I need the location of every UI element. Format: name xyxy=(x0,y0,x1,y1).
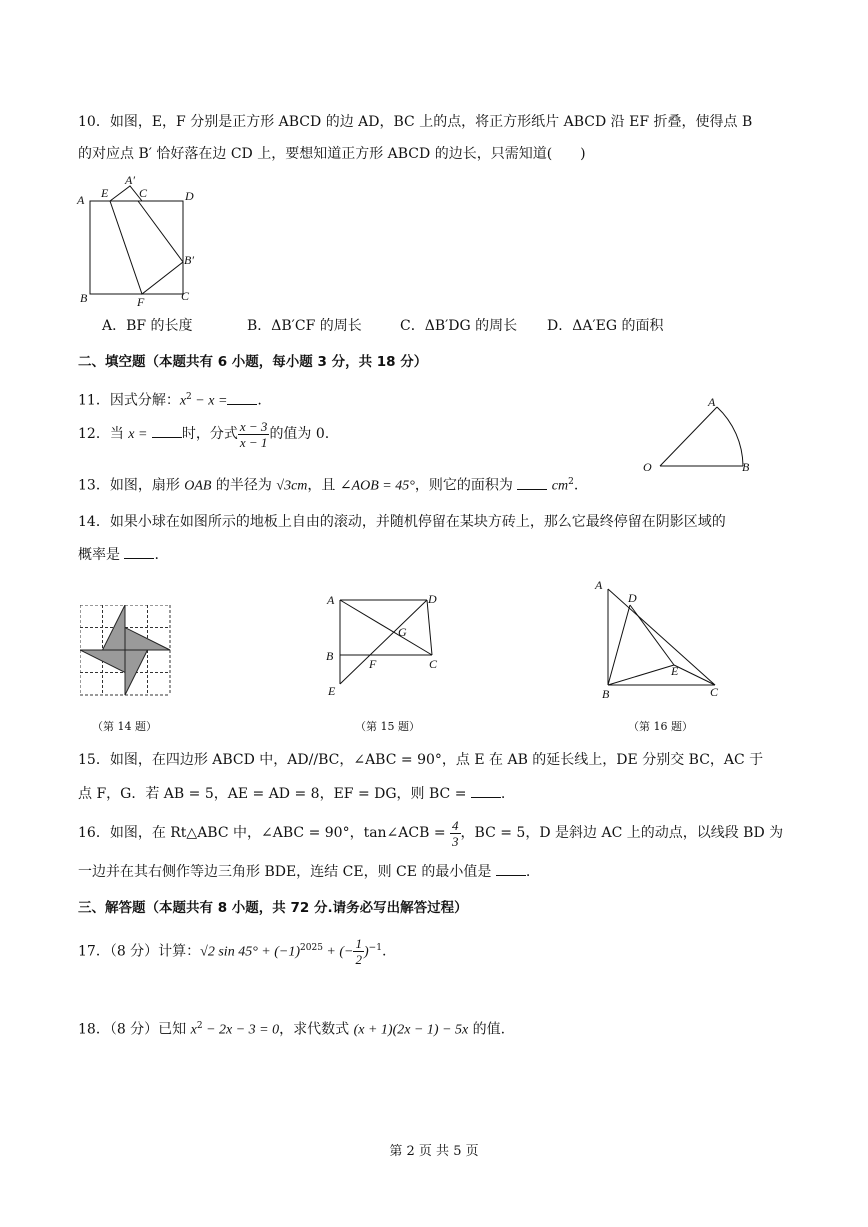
q11: 11．因式分解：$x^2 - x$ = . xyxy=(78,392,262,409)
fig16-label-b: B xyxy=(602,687,610,701)
q15-line2: 点 F，G．若 AB = 5，AE = AD = 8，EF = DG，则 BC = . xyxy=(78,786,506,802)
fig15-figure xyxy=(322,588,447,703)
q16-line2: 一边并在其右侧作等边三角形 BDE，连结 CE，则 CE 的最小值是 . xyxy=(78,864,531,880)
q15-answer-blank[interactable] xyxy=(471,785,501,798)
fig10-label-c-top: C xyxy=(139,186,148,200)
fig16-label-d: D xyxy=(628,591,637,605)
fig14-tile-grid xyxy=(80,605,172,697)
section3-heading: 三、解答题（本题共有 8 小题，共 72 分.请务必写出解答过程） xyxy=(78,900,468,916)
q14-answer-blank[interactable] xyxy=(124,546,154,559)
q12-answer-blank[interactable] xyxy=(152,425,182,438)
sector-label-b: B xyxy=(742,460,750,474)
fig15-label-d: D xyxy=(428,592,437,606)
fig15-label-f: F xyxy=(369,657,377,671)
q17: 17．（8 分）计算：√2 $\sin 45^\circ + (-1)^{2025}$ + (− $\frac{1}{2}$ )$^{-1}$. xyxy=(78,936,387,968)
q16-answer-blank[interactable] xyxy=(496,863,526,876)
q14-line1: 14．如果小球在如图所示的地板上自由的滚动，并随机停留在某块方砖上，那么它最终停留在阴影区域的 xyxy=(78,514,726,530)
fig10-label-e: E xyxy=(101,186,109,200)
q18: 18．（8 分）已知 $x^2 - 2x - 3 = 0$，求代数式 (x + 1)(2x − 1) − 5x 的值. xyxy=(78,1021,506,1038)
fig10-label-ap: A′ xyxy=(125,173,135,187)
fig16-label-e: E xyxy=(671,664,679,678)
fig15-label-g: G xyxy=(398,625,407,639)
fig15-label-b: B xyxy=(326,649,334,663)
q10-option-d: D．ΔA′EG 的面积 xyxy=(547,318,664,334)
q10-line1: 10．如图，E，F 分别是正方形 ABCD 的边 AD，BC 上的点，将正方形纸片 ABCD 沿 EF 折叠，使得点 B xyxy=(78,114,753,130)
fig10-label-c: C xyxy=(181,289,190,303)
q16-line1: 16．如图，在 Rt△ABC 中，∠ABC = 90°，tan∠ACB = $\frac{4}{3}$ ，BC = 5，D 是斜边 AC 上的动点，以线段 BD 为 xyxy=(78,817,784,849)
q10-option-c: C．ΔB′DG 的周长 xyxy=(400,318,518,334)
fig10-label-bp: B′ xyxy=(184,253,194,267)
fig10-label-b: B xyxy=(80,291,88,305)
sector-label-a: A xyxy=(708,395,716,409)
fig16-caption: （第 16 题） xyxy=(628,720,693,733)
q17-fraction: $\frac{1}{2}$ xyxy=(355,936,362,968)
fig15-label-e: E xyxy=(328,684,336,698)
fig16-label-a: A xyxy=(595,578,603,592)
q14-line2: 概率是 . xyxy=(78,547,159,563)
q10-line2: 的对应点 B′ 恰好落在边 CD 上，要想知道正方形 ABCD 的边长，只需知道( ) xyxy=(78,146,586,162)
q10-option-a: A．BF 的长度 xyxy=(102,318,193,334)
q10-figure xyxy=(74,172,204,307)
fig10-label-f: F xyxy=(137,295,145,307)
fig10-label-a: A xyxy=(77,193,85,207)
section2-heading: 二、填空题（本题共有 6 小题，每小题 3 分，共 18 分） xyxy=(78,354,428,370)
q16-fraction: $\frac{4}{3}$ xyxy=(452,817,459,849)
sector-label-o: O xyxy=(643,460,652,474)
q13: 13．如图，扇形 OAB 的半径为 √3cm，且 ∠AOB = 45°，则它的面积为 $cm^2$. xyxy=(78,477,579,494)
fig15-label-c: C xyxy=(429,657,438,671)
fig10-label-d: D xyxy=(185,189,194,203)
q15-line1: 15．如图，在四边形 ABCD 中，AD//BC，∠ABC = 90°，点 E 在 AB 的延长线上，DE 分别交 BC，AC 于 xyxy=(78,752,764,768)
q12: 12．当 x = 时，分式 $\frac{x - 3}{x - 1}$ 的值为 0. xyxy=(78,418,330,450)
q11-answer-blank[interactable] xyxy=(227,392,257,405)
fig16-label-c: C xyxy=(710,685,719,699)
page-footer: 第 2 页 共 5 页 xyxy=(389,1144,479,1159)
fig16-figure xyxy=(590,575,725,703)
q10-option-b: B．ΔB′CF 的周长 xyxy=(247,318,362,334)
fig14-caption: （第 14 题） xyxy=(92,720,157,733)
sector-figure xyxy=(638,394,758,474)
fig15-label-a: A xyxy=(327,593,335,607)
q13-answer-blank[interactable] xyxy=(517,477,547,490)
q12-fraction: $\frac{x - 3}{x - 1}$ xyxy=(239,418,268,450)
fig15-caption: （第 15 题） xyxy=(355,720,420,733)
